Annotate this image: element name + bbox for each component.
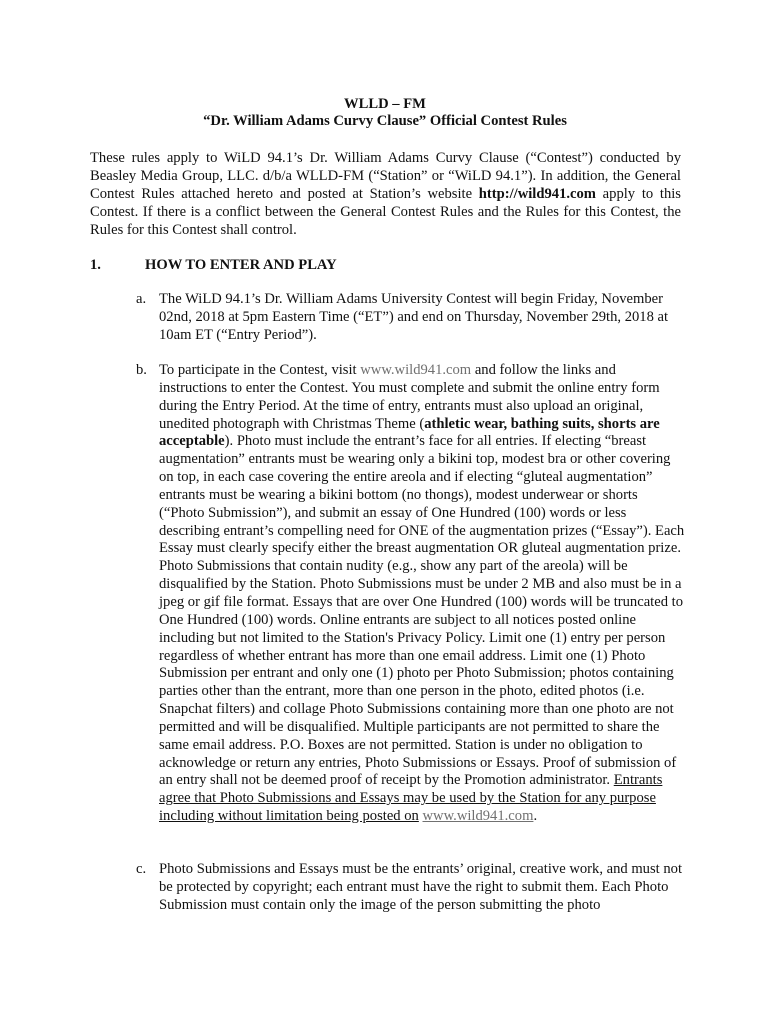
item-b-text-1: To participate in the Contest, visit <box>159 362 361 378</box>
item-b-text-3: ). Photo must include the entrant’s face for all entries. If electing “breast augmentation” entrants must be wearing only a bikini top, modest bra or other covering on top, in each case covering the entire areola and if electing “gluteal augmentation” entrants must be wearing a bikini bottom (no thongs), modest underwear or shorts (“Photo Submission”), and submit an essay of One Hundred (100) words or less describing entrant’s compelling need for ONE of the augmentation prizes (“Essay”). Each Essay must clearly specify either the breast augmentation OR gluteal augmentation prize. Photo Submissions that contain nudity (e.g., show any part of the areola) will be disqualified by the Station. Photo Submissions must be under 2 MB and also must be in a jpeg or gif file format. Essays that are over One Hundred (100) words will be truncated to One Hundred (100) words. Online entrants are subject to all notices posted online including but not limited to the Station's Privacy Policy. Limit one (1) entry per person regardless of whether entrant has more than one email address. Limit one (1) Photo Submission per entrant and only one (1) photo per Photo Submission; photos containing parties other than the entrant, more than one person in the photo, edited photos (i.e. Snapchat filters) and collage Photo Submissions containing more than one photo are not permitted and will be disqualified. Multiple participants are not permitted to share the same email address. P.O. Boxes are not permitted. Station is under no obligation to acknowledge or return any entries, Photo Submissions or Essays. Proof of submission of an entry shall not be deemed proof of receipt by the Promotion administrator. <box>159 433 685 789</box>
item-a-text: The WiLD 94.1’s Dr. William Adams University Contest will begin Friday, November 02nd, 2018 at 5pm Eastern Time (“ET”) and end on Thursday, November 29th, 2018 at 10am ET (“Entry Period”). <box>159 291 669 343</box>
website-link[interactable]: www.wild941.com <box>422 808 534 825</box>
station-website-url: http://wild941.com <box>478 186 596 202</box>
intro-text-1: These rules apply to WiLD 94.1’s Dr. William Adams Curvy Clause (“Contest”) conducted by Beasley Media Group, LLC. d/b/a WLLD-FM (“Station” or “WiLD 94.1”). In addition, the General Contest Rules attached hereto and posted at Station’s website <box>90 150 681 202</box>
document-title-contest: “Dr. William Adams Curvy Clause” Official Contest Rules <box>203 113 567 129</box>
list-item-a <box>136 291 686 345</box>
section-number: 1. <box>90 257 101 273</box>
item-letter: c. <box>136 861 147 877</box>
item-b-bold-text: athletic wear, bathing suits, shorts are acceptable <box>159 415 660 450</box>
list-item-b <box>136 362 686 826</box>
item-b-text <box>159 362 686 826</box>
list-item-c <box>136 861 686 915</box>
item-b-text-4: . <box>533 808 538 825</box>
intro-text-2: apply to this Contest. If there is a conflict between the General Contest Rules and the Rules for this Contest, the Rules for this Contest shall control. <box>90 186 681 238</box>
intro-paragraph <box>90 149 681 239</box>
website-link[interactable]: www.wild941.com <box>360 362 472 378</box>
document-title-station: WLLD – FM <box>344 96 426 112</box>
item-letter: a. <box>136 291 147 307</box>
item-b-text-2: and follow the links and instructions to enter the Contest. You must complete and submit the online entry form during the Entry Period. At the time of entry, entrants must also upload an original, unedited photograph with Christmas Theme ( <box>159 362 660 432</box>
item-b-underlined-text: Entrants agree that Photo Submissions and Essays may be used by the Station for any purpose including without limitation being posted on <box>159 772 663 825</box>
item-letter: b. <box>136 362 147 378</box>
section-heading: HOW TO ENTER AND PLAY <box>145 257 337 273</box>
item-c-text: Photo Submissions and Essays must be the entrants’ original, creative work, and must not be protected by copyright; each entrant must have the right to submit them. Each Photo Submission must contain only the image of the person submitting the photo <box>159 861 683 913</box>
